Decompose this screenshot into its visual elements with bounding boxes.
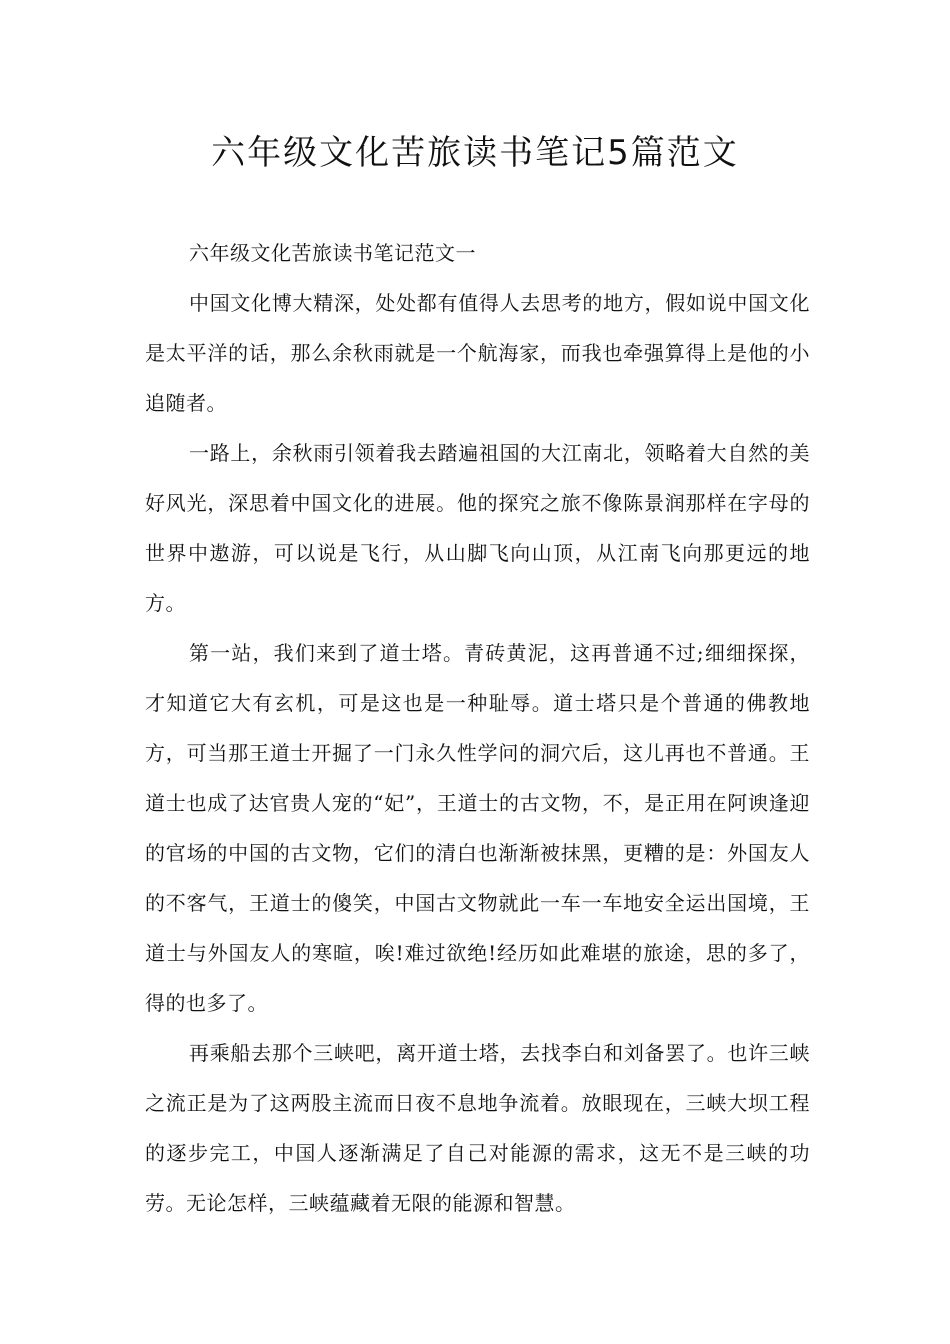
document-title: 六年级文化苦旅读书笔记5篇范文 <box>211 133 739 173</box>
paragraph: 再乘船去那个三峡吧，离开道士塔，去找李白和刘备罢了。也许三峡之流正是为了这两股主流而日夜不息地争流着。放眼现在，三峡大坝工程的逐步完工，中国人逐渐满足了自己对能源的需求，这无不是三峡的功劳。无论怎样，三峡蕴藏着无限的能源和智慧。 <box>145 1041 810 1215</box>
paragraph: 中国文化博大精深，处处都有值得人去思考的地方，假如说中国文化是太平洋的话，那么余秋雨就是一个航海家，而我也牵强算得上是他的小追随者。 <box>145 291 810 415</box>
document-body <box>145 228 810 1228</box>
paragraph: 第一站，我们来到了道士塔。青砖黄泥，这再普通不过;细细探探，才知道它大有玄机，可是这也是一种耻辱。道士塔只是个普通的佛教地方，可当那王道士开掘了一门永久性学问的洞穴后，这儿再也不普通。王道士也成了达官贵人宠的“妃”，王道士的古文物，不，是正用在阿谀逢迎的官场的中国的古文物，它们的清白也渐渐被抹黑，更糟的是：外国友人的不客气，王道士的傻笑，中国古文物就此一车一车地安全运出国境，王道士与外国友人的寒暄，唉!难过欲绝!经历如此难堪的旅途，思的多了，得的也多了。 <box>145 641 810 1015</box>
section-heading: 六年级文化苦旅读书笔记范文一 <box>189 241 476 265</box>
paragraph: 一路上，余秋雨引领着我去踏遍祖国的大江南北，领略着大自然的美好风光，深思着中国文化的进展。他的探究之旅不像陈景润那样在字母的世界中遨游，可以说是飞行，从山脚飞向山顶，从江南飞向那更远的地方。 <box>145 441 810 615</box>
